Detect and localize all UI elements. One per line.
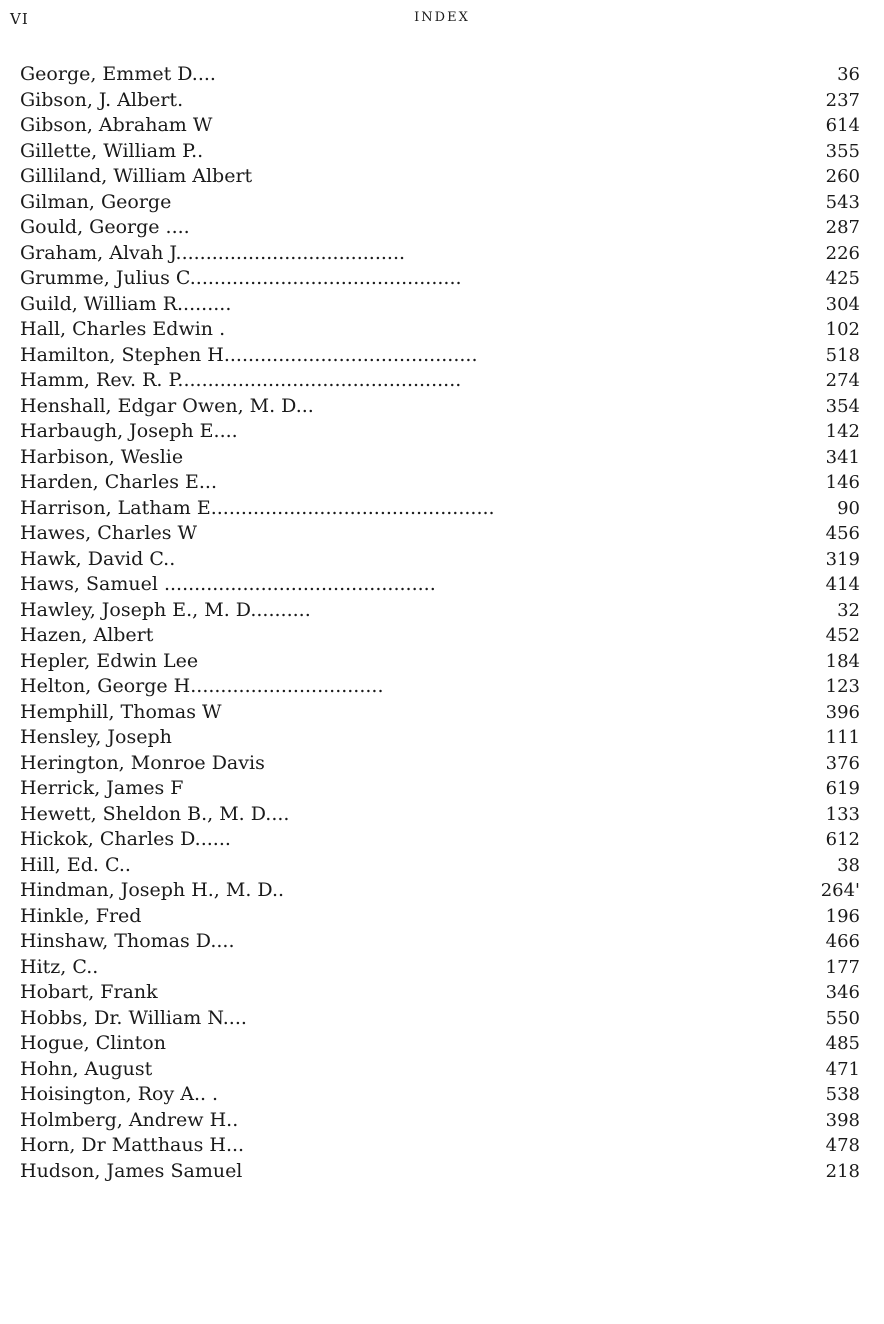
index-entry [20, 674, 860, 700]
entry-name: Hudson, James Samuel [20, 1159, 243, 1182]
index-list [20, 62, 860, 1184]
entry-name: Gibson, J. Albert. [20, 88, 184, 111]
index-entry [20, 113, 860, 139]
entry-page-number: 38 [837, 854, 860, 876]
index-entry [20, 1108, 860, 1134]
entry-page-number: 538 [825, 1084, 860, 1105]
entry-name: Hickok, Charles D...... [20, 828, 231, 850]
entry-name: Henshall, Edgar Owen, M. D... [20, 394, 314, 417]
page-folio: VI [10, 10, 29, 28]
entry-name: Hewett, Sheldon B., M. D.... [20, 802, 290, 825]
index-entry [20, 343, 860, 369]
entry-page-number: 543 [825, 191, 860, 213]
entry-page-number: 36 [837, 64, 860, 85]
index-entry [20, 1159, 860, 1185]
index-entry [20, 878, 860, 904]
entry-name: Hawk, David C.. [20, 547, 176, 570]
entry-page-number: 184 [825, 650, 860, 672]
index-entry [20, 496, 860, 522]
entry-page-number: 274 [825, 370, 860, 391]
index-entry [20, 215, 860, 241]
entry-name: George, Emmet D.... [20, 63, 216, 85]
entry-page-number: 304 [825, 293, 860, 315]
index-entry [20, 139, 860, 165]
index-entry [20, 904, 860, 930]
index-entry [20, 470, 860, 496]
entry-page-number: 398 [825, 1109, 860, 1131]
entry-name: Haws, Samuel ............................................. [20, 573, 436, 595]
index-entry [20, 317, 860, 343]
entry-page-number: 376 [825, 752, 860, 774]
entry-name: Hobbs, Dr. William N.... [20, 1006, 247, 1029]
index-entry [20, 700, 860, 726]
entry-name: Hill, Ed. C.. [20, 853, 131, 876]
entry-name: Harrison, Latham E............................................... [20, 496, 495, 519]
entry-page-number: 287 [825, 217, 860, 238]
index-entry [20, 394, 860, 420]
entry-name: Harden, Charles E... [20, 471, 217, 493]
entry-name: Harbison, Weslie [20, 445, 184, 468]
index-entry [20, 853, 860, 879]
index-entry [20, 445, 860, 471]
index-entry [20, 1133, 860, 1159]
entry-name: Hoisington, Roy A.. . [20, 1083, 219, 1105]
index-entry [20, 521, 860, 547]
entry-page-number: 346 [825, 982, 860, 1003]
index-entry [20, 88, 860, 114]
index-entry [20, 1006, 860, 1032]
entry-name: Herington, Monroe Davis [20, 751, 265, 774]
entry-name: Hinshaw, Thomas D.... [20, 930, 235, 952]
running-head: INDEX [414, 10, 470, 25]
entry-name: Hamm, Rev. R. P............................................... [20, 369, 462, 391]
index-entry [20, 751, 860, 777]
index-entry [20, 623, 860, 649]
entry-page-number: 355 [825, 140, 860, 162]
entry-page-number: 456 [825, 523, 860, 544]
index-entry [20, 164, 860, 190]
entry-name: Hensley, Joseph [20, 726, 172, 748]
entry-name: Hawley, Joseph E., M. D.......... [20, 598, 311, 621]
entry-page-number: 518 [825, 344, 860, 366]
entry-name: Gibson, Abraham W [20, 114, 213, 136]
entry-name: Guild, William R......... [20, 292, 232, 315]
entry-name: Hitz, C.. [20, 955, 99, 978]
entry-name: Gillette, William P.. [20, 139, 204, 162]
entry-page-number: 354 [825, 395, 860, 417]
entry-page-number: 264' [820, 880, 860, 901]
entry-page-number: 123 [825, 676, 860, 697]
index-entry [20, 955, 860, 981]
entry-page-number: 619 [825, 778, 860, 799]
entry-page-number: 237 [825, 89, 860, 111]
entry-name: Gilliland, William Albert [20, 165, 253, 187]
entry-name: Hawes, Charles W [20, 522, 198, 544]
entry-page-number: 466 [825, 931, 860, 952]
entry-name: Harbaugh, Joseph E.... [20, 420, 238, 442]
index-entry [20, 598, 860, 624]
index-entry [20, 802, 860, 828]
entry-name: Gould, George .... [20, 216, 190, 238]
entry-name: Holmberg, Andrew H.. [20, 1108, 239, 1131]
index-entry [20, 266, 860, 292]
index-entry [20, 929, 860, 955]
index-entry [20, 241, 860, 267]
entry-page-number: 218 [825, 1160, 860, 1182]
index-entry [20, 572, 860, 598]
entry-name: Hemphill, Thomas W [20, 700, 222, 723]
entry-page-number: 196 [825, 905, 860, 927]
index-entry [20, 827, 860, 853]
entry-page-number: 177 [825, 956, 860, 978]
entry-page-number: 90 [837, 497, 860, 519]
index-entry [20, 1057, 860, 1083]
entry-page-number: 478 [825, 1135, 860, 1156]
entry-name: Hazen, Albert [20, 624, 154, 646]
index-entry [20, 292, 860, 318]
entry-page-number: 319 [825, 548, 860, 570]
index-entry [20, 1082, 860, 1108]
entry-name: Hinkle, Fred [20, 904, 142, 927]
entry-page-number: 396 [825, 701, 860, 723]
entry-page-number: 612 [825, 829, 860, 850]
entry-name: Gilman, George [20, 190, 172, 213]
entry-name: Hall, Charles Edwin . [20, 318, 226, 340]
entry-name: Hobart, Frank [20, 981, 158, 1003]
entry-page-number: 341 [825, 446, 860, 468]
entry-page-number: 133 [825, 803, 860, 825]
index-entry [20, 980, 860, 1006]
index-entry [20, 547, 860, 573]
index-entry [20, 419, 860, 445]
entry-name: Hohn, August [20, 1057, 153, 1080]
entry-page-number: 550 [825, 1007, 860, 1029]
index-entry [20, 368, 860, 394]
entry-page-number: 452 [825, 625, 860, 646]
entry-name: Hepler, Edwin Lee [20, 649, 199, 672]
index-entry [20, 649, 860, 675]
entry-page-number: 414 [825, 574, 860, 595]
index-entry [20, 776, 860, 802]
page-header [0, 0, 884, 40]
entry-page-number: 425 [825, 268, 860, 289]
entry-name: Graham, Alvah J...................................... [20, 241, 406, 264]
entry-page-number: 102 [825, 319, 860, 340]
index-entry [20, 190, 860, 216]
entry-page-number: 260 [825, 166, 860, 187]
index-entry [20, 725, 860, 751]
entry-page-number: 146 [825, 472, 860, 493]
entry-page-number: 142 [825, 421, 860, 442]
entry-name: Hogue, Clinton [20, 1032, 166, 1054]
entry-name: Grumme, Julius C............................................. [20, 267, 462, 289]
entry-name: Hindman, Joseph H., M. D.. [20, 879, 285, 901]
entry-page-number: 32 [837, 599, 860, 621]
entry-page-number: 471 [825, 1058, 860, 1080]
entry-page-number: 111 [825, 727, 860, 748]
entry-page-number: 485 [825, 1033, 860, 1054]
entry-name: Herrick, James F [20, 777, 184, 799]
entry-page-number: 226 [825, 242, 860, 264]
index-entry [20, 1031, 860, 1057]
entry-name: Helton, George H................................ [20, 675, 384, 697]
entry-page-number: 614 [825, 115, 860, 136]
entry-name: Hamilton, Stephen H.......................................... [20, 343, 478, 366]
entry-name: Horn, Dr Matthaus H... [20, 1134, 245, 1156]
index-entry [20, 62, 860, 88]
